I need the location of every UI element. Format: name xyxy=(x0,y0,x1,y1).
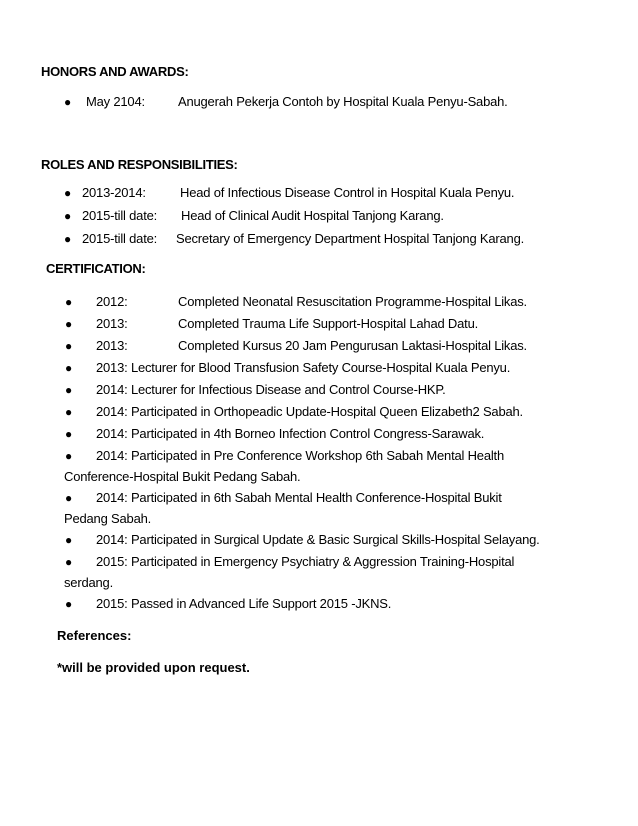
bullet-icon: ● xyxy=(65,383,73,397)
references-heading: References: xyxy=(57,628,132,643)
honors-heading: HONORS AND AWARDS: xyxy=(41,64,189,79)
roles-heading: ROLES AND RESPONSIBILITIES: xyxy=(41,157,238,172)
item-text-continued: serdang. xyxy=(64,575,113,590)
bullet-icon: ● xyxy=(65,449,73,463)
item-text-continued: Pedang Sabah. xyxy=(64,511,152,526)
item-date: 2013-2014: xyxy=(82,185,146,200)
item-text: 2014: Participated in Surgical Update & Basic Surgical Skills-Hospital Selayang. xyxy=(96,532,540,547)
bullet-icon: ● xyxy=(64,209,72,223)
item-text: 2013: Lecturer for Blood Transfusion Safety Course-Hospital Kuala Penyu. xyxy=(96,360,511,375)
item-text: Completed Kursus 20 Jam Pengurusan Laktasi-Hospital Likas. xyxy=(178,338,527,353)
bullet-icon: ● xyxy=(65,339,73,353)
item-date: 2012: xyxy=(96,294,128,309)
item-date: May 2104: xyxy=(86,94,145,109)
bullet-icon: ● xyxy=(65,295,73,309)
bullet-icon: ● xyxy=(65,361,73,375)
certification-heading: CERTIFICATION: xyxy=(46,261,146,276)
item-date: 2013: xyxy=(96,338,128,353)
bullet-icon: ● xyxy=(65,491,73,505)
references-note: *will be provided upon request. xyxy=(57,660,250,675)
item-text: Completed Neonatal Resuscitation Programme-Hospital Likas. xyxy=(178,294,527,309)
bullet-icon: ● xyxy=(65,597,73,611)
item-text: Head of Clinical Audit Hospital Tanjong Karang. xyxy=(181,208,444,223)
item-date: 2015-till date: xyxy=(82,208,158,223)
item-text: 2014: Participated in 6th Sabah Mental Health Conference-Hospital Bukit xyxy=(96,490,502,505)
item-text: Secretary of Emergency Department Hospital Tanjong Karang. xyxy=(176,231,525,246)
item-text: Anugerah Pekerja Contoh by Hospital Kuala Penyu-Sabah. xyxy=(178,94,508,109)
item-text: 2015: Passed in Advanced Life Support 2015 -JKNS. xyxy=(96,596,392,611)
bullet-icon: ● xyxy=(64,186,72,200)
bullet-icon: ● xyxy=(64,95,72,109)
item-date: 2013: xyxy=(96,316,128,331)
item-text: 2014: Lecturer for Infectious Disease and Control Course-HKP. xyxy=(96,382,446,397)
item-text-continued: Conference-Hospital Bukit Pedang Sabah. xyxy=(64,469,301,484)
bullet-icon: ● xyxy=(65,533,73,547)
item-text: Completed Trauma Life Support-Hospital Lahad Datu. xyxy=(178,316,479,331)
bullet-icon: ● xyxy=(65,317,73,331)
item-text: 2014: Participated in Orthopeadic Update-Hospital Queen Elizabeth2 Sabah. xyxy=(96,404,523,419)
bullet-icon: ● xyxy=(64,232,72,246)
item-text: 2014: Participated in Pre Conference Workshop 6th Sabah Mental Health xyxy=(96,448,504,463)
item-text: 2014: Participated in 4th Borneo Infection Control Congress-Sarawak. xyxy=(96,426,485,441)
bullet-icon: ● xyxy=(65,405,73,419)
item-text: 2015: Participated in Emergency Psychiatry & Aggression Training-Hospital xyxy=(96,554,515,569)
bullet-icon: ● xyxy=(65,555,73,569)
item-text: Head of Infectious Disease Control in Hospital Kuala Penyu. xyxy=(180,185,515,200)
item-date: 2015-till date: xyxy=(82,231,158,246)
bullet-icon: ● xyxy=(65,427,73,441)
